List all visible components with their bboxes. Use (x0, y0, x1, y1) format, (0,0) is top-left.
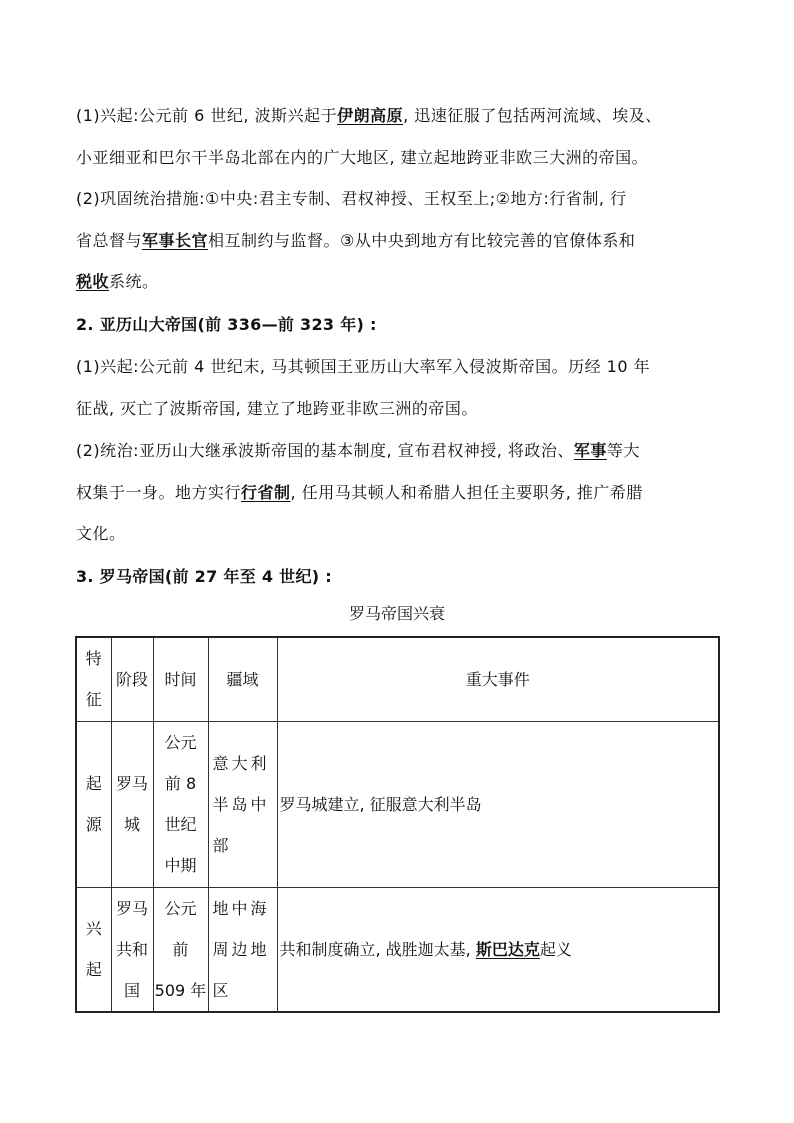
table-row (76, 887, 719, 1012)
cell-stage: 罗马 共和 国 (111, 887, 153, 1012)
cell-events (277, 887, 719, 1012)
text-line: (2)巩固统治措施:①中央:君主专制、君权神授、王权至上;②地方:行省制, 行 (76, 189, 627, 208)
key-term: 行省制 (241, 482, 291, 502)
cell-territory: 意大利 半岛中 部 (208, 721, 277, 887)
key-term: 军事长官 (142, 230, 209, 250)
alexander-rise-paragraph (76, 346, 718, 429)
text-line (76, 220, 718, 262)
header-events: 重大事件 (277, 637, 719, 721)
text-line (76, 430, 718, 472)
rome-table (75, 636, 720, 1013)
text-span: 省总督与 (76, 230, 143, 250)
cell-time: 公元 前 8 世纪 中期 (153, 721, 208, 887)
text-span: , 迅速征服了包括两河流域、埃及、 (403, 106, 662, 125)
text-line (76, 261, 718, 303)
alexander-rule-paragraph (76, 430, 718, 555)
text-span: , 任用马其顿人和希腊人担任主要职务, 推广希腊 (290, 482, 643, 502)
text-line: 文化。 (76, 524, 126, 543)
header-time: 时间 (153, 637, 208, 721)
text-span: 权集于一身。地方实行 (76, 482, 242, 502)
cell-feature: 起 源 (76, 721, 111, 887)
text-span: 等大 (606, 441, 640, 460)
table-row (76, 721, 719, 887)
cell-feature: 兴 起 (76, 887, 111, 1012)
table-caption: 罗马帝国兴衰 (348, 604, 445, 623)
persia-rule-paragraph (76, 178, 718, 303)
text-line: (1)兴起:公元前 4 世纪末, 马其顿国王亚历山大率军入侵波斯帝国。历经 10 年 (76, 357, 651, 376)
alexander-heading: 2. 亚历山大帝国(前 336—前 323 年) : (76, 315, 377, 334)
text-span: 起义 (539, 939, 572, 959)
header-feature: 特 征 (76, 637, 111, 721)
text-line (76, 95, 718, 137)
cell-territory: 地中海 周边地 区 (208, 887, 277, 1012)
key-term: 税收 (76, 272, 110, 291)
text-span: 共和制度确立, 战胜迦太基, (279, 939, 476, 959)
table-header-row (76, 637, 719, 721)
key-term: 伊朗高原 (337, 106, 404, 125)
text-line (76, 472, 718, 514)
cell-stage: 罗马 城 (111, 721, 153, 887)
text-span: (1)兴起:公元前 6 世纪, 波斯兴起于 (76, 106, 338, 125)
key-term: 军事 (573, 441, 607, 460)
header-territory: 疆域 (208, 637, 277, 721)
cell-time: 公元 前 509 年 (153, 887, 208, 1012)
persia-rise-paragraph (76, 95, 718, 178)
key-term: 斯巴达克 (475, 939, 540, 959)
text-span: (2)统治:亚历山大继承波斯帝国的基本制度, 宣布君权神授, 将政治、 (76, 441, 574, 460)
header-stage: 阶段 (111, 637, 153, 721)
rome-heading: 3. 罗马帝国(前 27 年至 4 世纪) : (76, 567, 332, 586)
text-span: 系统。 (109, 272, 159, 291)
text-line: 征战, 灭亡了波斯帝国, 建立了地跨亚非欧三洲的帝国。 (76, 398, 478, 418)
text-line: 小亚细亚和巴尔干半岛北部在内的广大地区, 建立起地跨亚非欧三大洲的帝国。 (76, 147, 649, 167)
text-span: 相互制约与监督。③从中央到地方有比较完善的官僚体系和 (208, 230, 636, 250)
cell-events: 罗马城建立, 征服意大利半岛 (277, 721, 719, 887)
